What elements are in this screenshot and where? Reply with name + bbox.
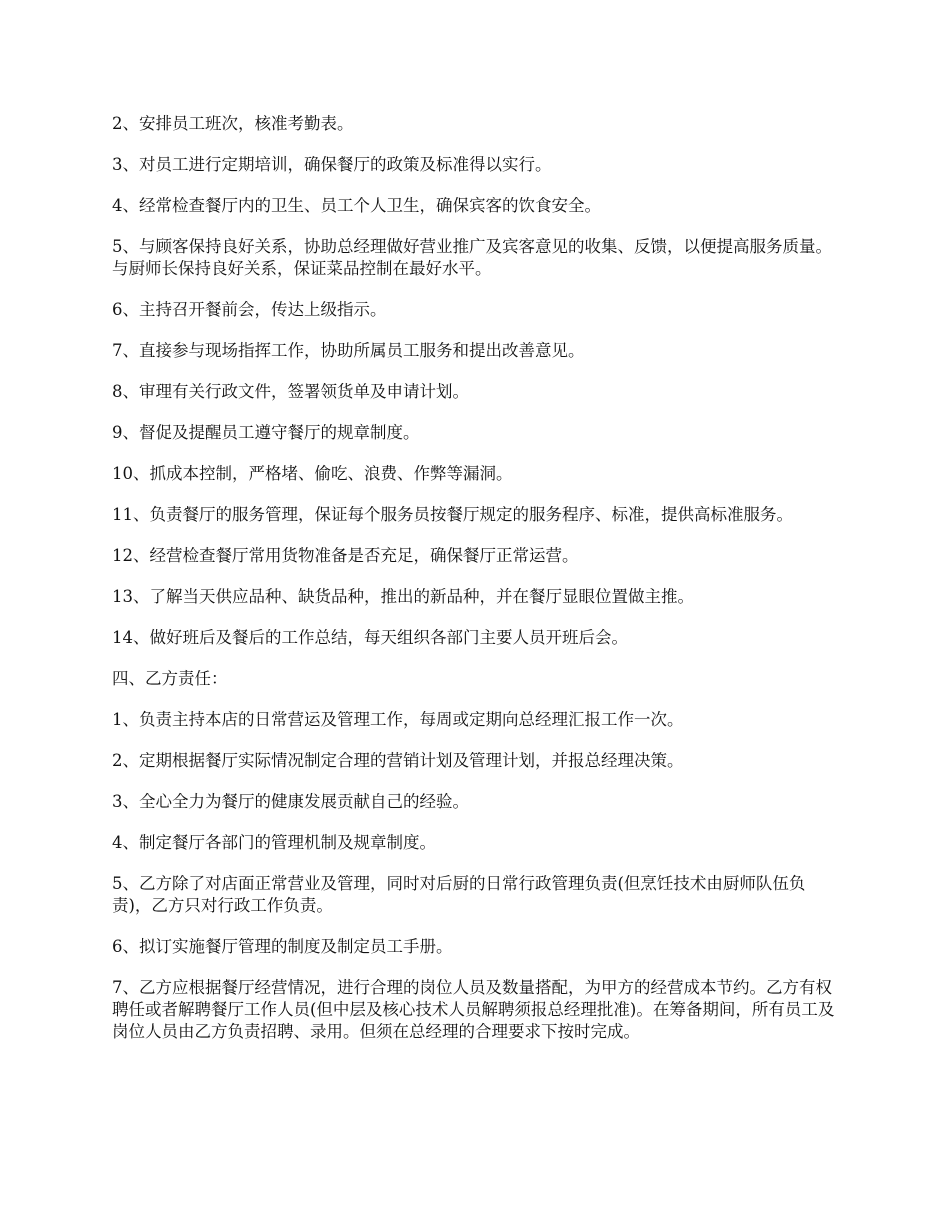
paragraph-party-b-6: 6、拟订实施餐厅管理的制度及制定员工手册。 [112, 937, 453, 956]
paragraph-party-b-3: 3、全心全力为餐厅的健康发展贡献自己的经验。 [112, 792, 469, 811]
paragraph-party-b-2: 2、定期根据餐厅实际情况制定合理的营销计划及管理计划，并报总经理决策。 [112, 751, 684, 770]
paragraph-duty-4: 4、经常检查餐厅内的卫生、员工个人卫生，确保宾客的饮食安全。 [112, 196, 601, 215]
paragraph-duty-11: 11、负责餐厅的服务管理，保证每个服务员按餐厅规定的服务程序、标准，提供高标准服务。 [112, 505, 793, 524]
paragraph-duty-8: 8、审理有关行政文件，签署领货单及申请计划。 [112, 382, 469, 401]
paragraph-party-b-4: 4、制定餐厅各部门的管理机制及规章制度。 [112, 833, 436, 852]
paragraph-duty-10: 10、抓成本控制，严格堵、偷吃、浪费、作弊等漏洞。 [112, 464, 513, 483]
paragraph-party-b-1: 1、负责主持本店的日常营运及管理工作，每周或定期向总经理汇报工作一次。 [112, 710, 684, 729]
paragraph-party-b-7: 7、乙方应根据餐厅经营情况，进行合理的岗位人员及数量搭配，为甲方的经营成本节约。乙方有权聘任或者解聘餐厅工作人员(但中层及核心技术人员解聘须报总经理批准)。在筹备期间，所有员工及岗位人员由乙方负责招聘、录用。但须在总经理的合理要求下按时完成。 [112, 978, 835, 1041]
paragraph-duty-9: 9、督促及提醒员工遵守餐厅的规章制度。 [112, 423, 420, 442]
paragraph-duty-13: 13、了解当天供应品种、缺货品种，推出的新品种，并在餐厅显眼位置做主推。 [112, 587, 694, 606]
paragraph-duty-14: 14、做好班后及餐后的工作总结，每天组织各部门主要人员开班后会。 [112, 628, 628, 647]
paragraph-duty-6: 6、主持召开餐前会，传达上级指示。 [112, 300, 387, 319]
paragraph-duty-12: 12、经营检查餐厅常用货物准备是否充足，确保餐厅正常运营。 [112, 546, 579, 565]
paragraph-party-b-5: 5、乙方除了对店面正常营业及管理，同时对后厨的日常行政管理负责(但烹饪技术由厨师队伍负责)，乙方只对行政工作负责。 [112, 874, 806, 915]
paragraph-duty-2: 2、安排员工班次，核准考勤表。 [112, 114, 354, 133]
paragraph-duty-3: 3、对员工进行定期培训，确保餐厅的政策及标准得以实行。 [112, 155, 552, 174]
paragraph-duty-5: 5、与顾客保持良好关系，协助总经理做好营业推广及宾客意见的收集、反馈，以便提高服务质量。与厨师长保持良好关系，保证菜品控制在最好水平。 [112, 237, 832, 278]
document-body [112, 113, 842, 1062]
paragraph-duty-7: 7、直接参与现场指挥工作，协助所属员工服务和提出改善意见。 [112, 341, 585, 360]
section-heading-party-b: 四、乙方责任： [112, 669, 228, 688]
